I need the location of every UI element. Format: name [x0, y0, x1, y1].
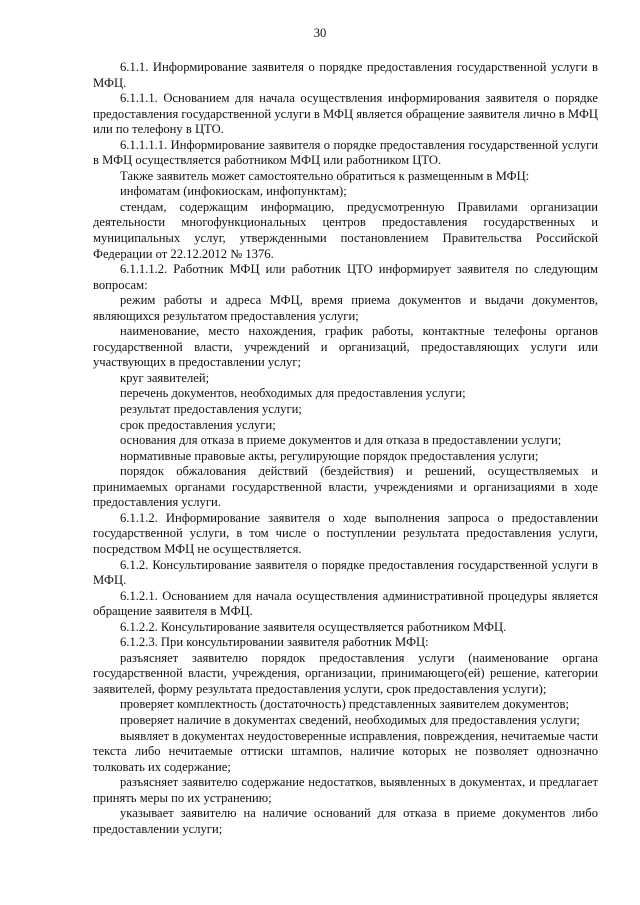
list-item-explains-deficiencies: разъясняет заявителю содержание недостатков, выявленных в документах, и предлагает принять меры по их устранению;	[93, 775, 598, 805]
list-item-appeal: порядок обжалования действий (бездействия) и решений, осуществляемых и принимаемых органами государственной власти, учреждениями и организациями в ходе предоставления услуги.	[93, 464, 598, 510]
list-item-refusal-grounds: основания для отказа в приеме документов и для отказа в предоставлении услуги;	[120, 433, 562, 448]
paragraph-6-1-1-2: 6.1.1.2. Информирование заявителя о ходе выполнения запроса о предоставлении государственной услуги, в том числе о поступлении результата предоставления услуги, посредством МФЦ не осуществляется.	[93, 510, 598, 556]
paragraph-6-1-1: 6.1.1. Информирование заявителя о порядке предоставления государственной услуги в МФЦ.	[93, 60, 598, 90]
paragraph-6-1-1-1-1: 6.1.1.1.1. Информирование заявителя о порядке предоставления государственной услуги в МФЦ осуществляется работником МФЦ или работником ЦТО.	[93, 137, 598, 168]
paragraph-6-1-2-1: 6.1.2.1. Основанием для начала осуществления административной процедуры является обращение заявителя в МФЦ.	[93, 588, 598, 619]
paragraph-6-1-1-1-2: 6.1.1.1.2. Работник МФЦ или работник ЦТО информирует заявителя по следующим вопросам:	[93, 262, 598, 292]
list-item-legal-acts: нормативные правовые акты, регулирующие порядок предоставления услуги;	[120, 448, 539, 463]
paragraph-6-1-2-2: 6.1.2.2. Консультирование заявителя осуществляется работником МФЦ.	[120, 619, 507, 634]
paragraph-6-1-1-1: 6.1.1.1. Основанием для начала осуществления информирования заявителя о порядке предоставления государственной услуги в МФЦ является обращение заявителя лично в МФЦ или по телефону в ЦТО.	[93, 91, 598, 137]
list-item-explains-procedure: разъясняет заявителю порядок предоставления услуги (наименование органа государственной власти, учреждения, организации, принимающего(ей) решение, категории заявителей, форму результата предоставления услуги, срок предоставления услуги);	[93, 650, 598, 696]
list-item-indicates-refusal: указывает заявителю на наличие оснований для отказа в приеме документов либо предоставлении услуги;	[93, 806, 598, 836]
list-item-stands: стендам, содержащим информацию, предусмотренную Правилами организации деятельности многофункциональных центров предоставления государственных и муниципальных услуг, утвержденными постановлением Правительства Российской Федерации от 22.12.2012 № 1376.	[93, 199, 598, 261]
list-item-checks-information: проверяет наличие в документах сведений, необходимых для предоставления услуги;	[120, 712, 580, 727]
list-item-term: срок предоставления услуги;	[120, 417, 276, 432]
list-item-documents: перечень документов, необходимых для предоставления услуги;	[120, 386, 466, 401]
page-number: 30	[313, 26, 327, 40]
paragraph-6-1-2-3: 6.1.2.3. При консультировании заявителя работник МФЦ:	[120, 635, 429, 650]
list-item-checks-completeness: проверяет комплектность (достаточность) представленных заявителем документов;	[120, 697, 569, 712]
paragraph-6-1-2: 6.1.2. Консультирование заявителя о порядке предоставления государственной услуги в МФЦ.	[93, 557, 598, 588]
list-item-result: результат предоставления услуги;	[120, 402, 302, 417]
list-item-authorities: наименование, место нахождения, график работы, контактные телефоны органов государственной власти, учреждений и организаций, предоставляющих услуги или участвующих в предоставлении услуг;	[93, 324, 598, 370]
list-item-detects-corrections: выявляет в документах неудостоверенные исправления, повреждения, нечитаемые части текста либо нечитаемые оттиски штампов, наличие которых не позволяет однозначно толковать их содержание;	[93, 728, 598, 774]
list-item-infomats: инфоматам (инфокиоскам, инфопунктам);	[120, 184, 347, 199]
paragraph-self-service: Также заявитель может самостоятельно обратиться к размещенным в МФЦ:	[120, 168, 530, 183]
document-body	[93, 60, 598, 837]
list-item-applicants: круг заявителей;	[120, 370, 210, 385]
list-item-working-hours: режим работы и адреса МФЦ, время приема документов и выдачи документов, являющихся результатом предоставления услуги;	[93, 293, 598, 323]
